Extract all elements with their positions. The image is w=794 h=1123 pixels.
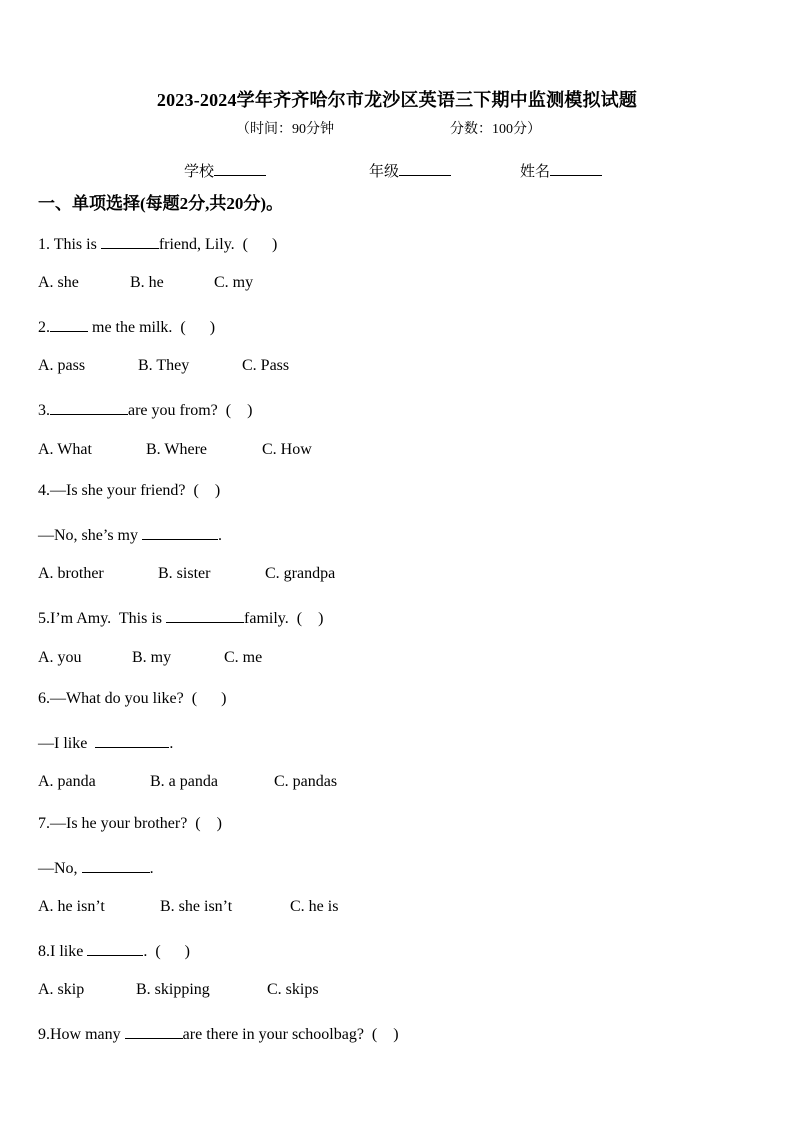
option-a: A. pass xyxy=(38,357,86,374)
option-b: B. They xyxy=(138,357,190,374)
question-text: —No, xyxy=(38,860,82,877)
option-a: A. you xyxy=(38,649,82,666)
option-a: A. What xyxy=(38,441,92,458)
option-b: B. sister xyxy=(158,565,211,582)
question-text: —I like xyxy=(38,735,96,752)
school-label: 学校 xyxy=(184,164,215,180)
question-text: are there in your schoolbag? ( ) xyxy=(182,1026,399,1043)
option-c: C. grandpa xyxy=(265,565,336,582)
option-c: C. me xyxy=(224,649,263,666)
answer-blank[interactable] xyxy=(82,857,150,873)
school-field xyxy=(184,160,266,181)
options-4 xyxy=(38,565,336,583)
options-7 xyxy=(38,898,339,916)
answer-blank[interactable] xyxy=(166,607,244,623)
option-b: B. my xyxy=(132,649,172,666)
options-5 xyxy=(38,649,263,667)
grade-label: 年级 xyxy=(369,164,400,180)
option-b: B. he xyxy=(130,274,164,291)
option-a: A. skip xyxy=(38,981,85,998)
question-text: . xyxy=(169,735,174,752)
answer-blank[interactable] xyxy=(50,316,88,332)
section-heading: 一、单项选择(每题2分,共20分)。 xyxy=(38,194,284,213)
question-text: . ( ) xyxy=(143,943,190,960)
name-label: 姓名 xyxy=(520,164,551,180)
exam-score: 分数：100分） xyxy=(450,122,541,137)
question-text: 3. xyxy=(38,402,50,419)
question-text: 2. xyxy=(38,319,50,336)
exam-time: （时间：90分钟 xyxy=(236,122,334,137)
option-c: C. skips xyxy=(267,981,319,998)
question-text: 8.I like xyxy=(38,943,88,960)
school-blank[interactable] xyxy=(214,161,266,176)
answer-blank[interactable] xyxy=(95,732,169,748)
grade-field xyxy=(369,160,451,181)
question-3 xyxy=(38,399,252,420)
question-6: 6.—What do you like? ( ) xyxy=(38,690,227,707)
name-field xyxy=(520,160,602,181)
options-6 xyxy=(38,773,338,791)
question-2 xyxy=(38,316,215,337)
question-text: 1. This is xyxy=(38,236,101,253)
option-c: C. Pass xyxy=(242,357,290,374)
question-text: friend, Lily. ( ) xyxy=(158,236,278,253)
question-7: 7.—Is he your brother? ( ) xyxy=(38,815,222,832)
question-text: —No, she’s my xyxy=(38,527,142,544)
answer-blank[interactable] xyxy=(125,1023,183,1039)
question-text: 9.How many xyxy=(38,1026,125,1043)
question-text: family. ( ) xyxy=(244,610,324,627)
question-1 xyxy=(38,233,277,254)
answer-blank[interactable] xyxy=(87,940,143,956)
grade-blank[interactable] xyxy=(399,161,451,176)
option-b: B. Where xyxy=(146,441,208,458)
question-text: . xyxy=(218,527,222,544)
question-9 xyxy=(38,1023,399,1044)
option-a: A. brother xyxy=(38,565,104,582)
option-c: C. my xyxy=(214,274,254,291)
question-8 xyxy=(38,940,190,961)
option-c: C. he is xyxy=(290,898,339,915)
answer-blank[interactable] xyxy=(50,399,128,415)
option-c: C. pandas xyxy=(274,773,338,790)
question-text: are you from? ( ) xyxy=(128,402,253,419)
answer-blank[interactable] xyxy=(101,233,159,249)
option-a: A. he isn’t xyxy=(38,898,105,915)
question-5 xyxy=(38,607,323,628)
option-c: C. How xyxy=(262,441,312,458)
option-a: A. panda xyxy=(38,773,96,790)
option-b: B. skipping xyxy=(136,981,210,998)
question-text: me the milk. ( ) xyxy=(88,319,216,336)
question-4-reply xyxy=(38,524,222,545)
name-blank[interactable] xyxy=(550,161,602,176)
options-2 xyxy=(38,357,290,375)
question-6-reply xyxy=(38,732,173,753)
question-text: 5.I’m Amy. This is xyxy=(38,610,167,627)
options-1 xyxy=(38,274,254,292)
option-b: B. a panda xyxy=(150,773,218,790)
question-7-reply xyxy=(38,857,154,878)
question-4: 4.—Is she your friend? ( ) xyxy=(38,482,221,499)
options-8 xyxy=(38,981,319,999)
options-3 xyxy=(38,441,312,459)
page-title: 2023-2024学年齐齐哈尔市龙沙区英语三下期中监测模拟试题 xyxy=(156,90,638,110)
question-text: . xyxy=(149,860,154,877)
option-b: B. she isn’t xyxy=(160,898,233,915)
option-a: A. she xyxy=(38,274,79,291)
answer-blank[interactable] xyxy=(142,524,218,540)
